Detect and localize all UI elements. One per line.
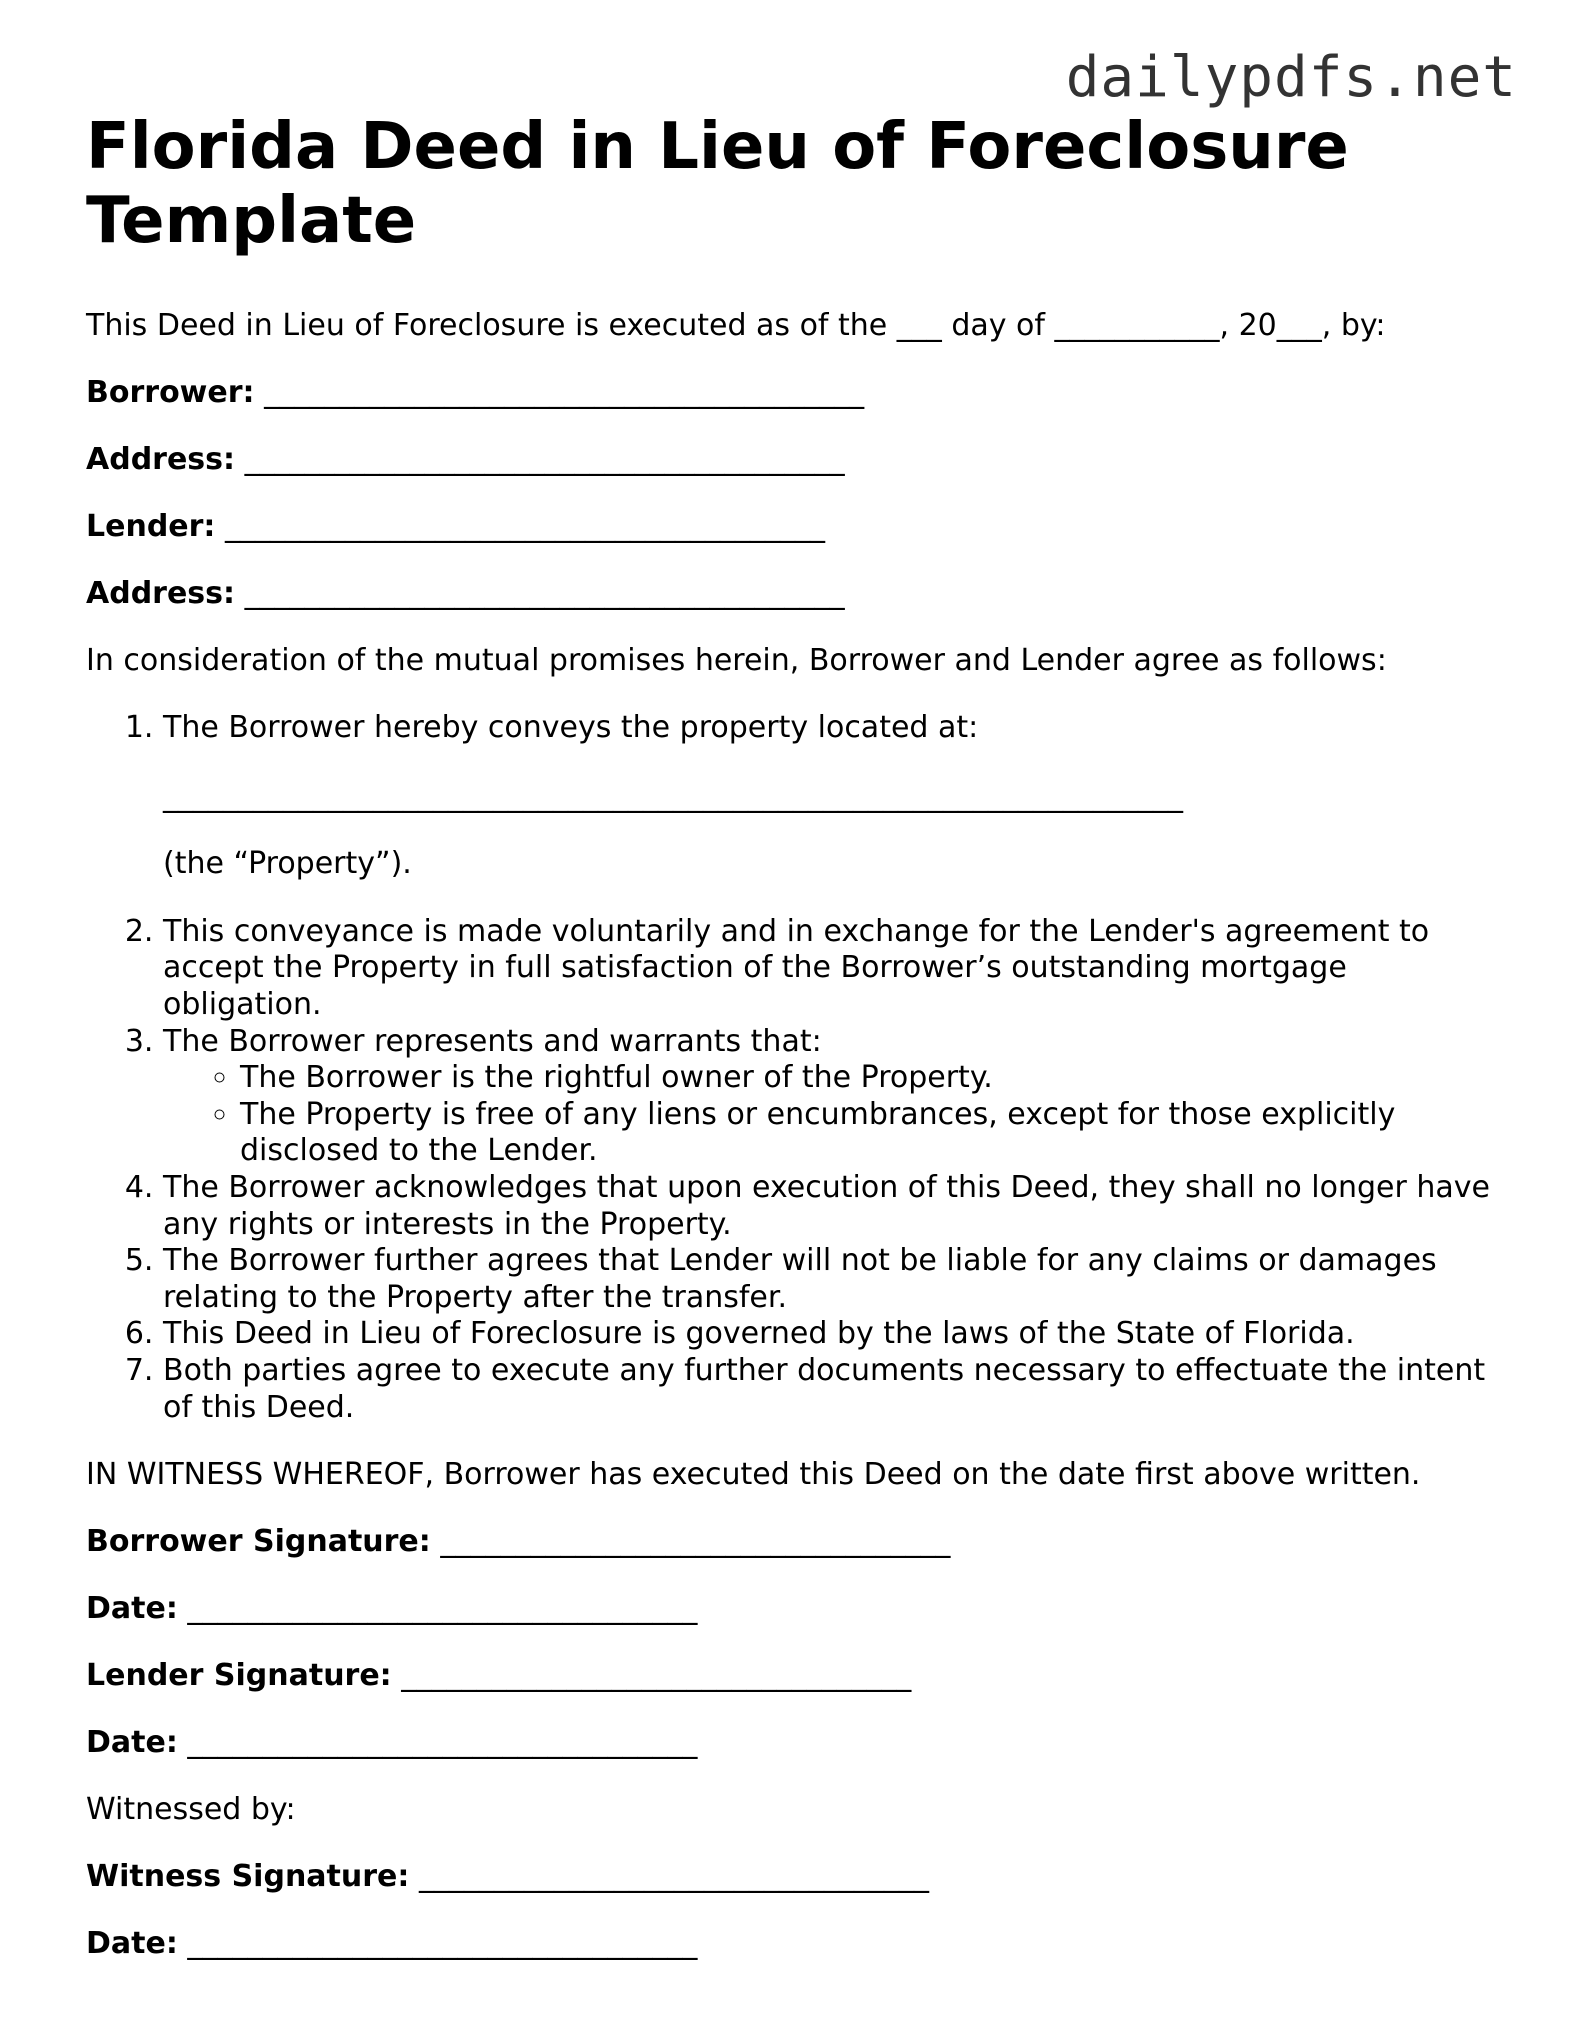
clause-1-text: The Borrower hereby conveys the property located at:	[163, 710, 979, 745]
witness-signature-blank: __________________________________	[418, 1859, 929, 1895]
borrower-signature-blank: __________________________________	[440, 1524, 951, 1560]
witness-statement: IN WITNESS WHEREOF, Borrower has executed this Deed on the date first above written.	[86, 1457, 1421, 1493]
borrower-label: Borrower:	[86, 375, 255, 410]
borrower-address-blank: ________________________________________	[244, 442, 845, 477]
borrower-address-field	[86, 442, 1496, 478]
warranty-item: ◦ The Property is free of any liens or encumbrances, except for those explicitly disclosed to the Lender.	[240, 1097, 1496, 1170]
borrower-signature-label: Borrower Signature:	[86, 1524, 431, 1560]
clause-3-text: The Borrower represents and warrants that:	[163, 1023, 822, 1059]
witness-date-field	[86, 1926, 1496, 1962]
page-title: Florida Deed in Lieu of Foreclosure Template	[86, 110, 1349, 258]
witness-signature-field	[86, 1859, 1496, 1895]
lender-signature-field	[86, 1658, 1496, 1694]
borrower-field	[86, 375, 1496, 411]
lender-address-blank: ________________________________________	[244, 576, 845, 611]
witnessed-by-text: Witnessed by:	[86, 1792, 296, 1828]
warranty-item: ◦ The Borrower is the rightful owner of the Property.	[240, 1060, 1496, 1097]
clause-2: 2. This conveyance is made voluntarily and in exchange for the Lender's agreement to accept the Property in full satisfaction of the Borrower’s outstanding mortgage obligation.	[163, 914, 1496, 1024]
lender-date-blank: __________________________________	[187, 1725, 698, 1761]
document-body	[86, 110, 1496, 1962]
consideration-paragraph: In consideration of the mutual promises herein, Borrower and Lender agree as follows:	[86, 643, 1387, 678]
borrower-date-blank: __________________________________	[187, 1591, 698, 1627]
borrower-blank: ________________________________________	[264, 375, 865, 410]
property-definition: (the “Property”).	[163, 846, 412, 882]
clause-6: 6. This Deed in Lieu of Foreclosure is governed by the laws of the State of Florida.	[163, 1316, 1496, 1353]
lender-date-field	[86, 1725, 1496, 1761]
lender-address-field	[86, 576, 1496, 612]
clause-1	[163, 710, 1496, 883]
borrower-signature-field	[86, 1524, 1496, 1560]
lender-address-label: Address:	[86, 576, 236, 611]
lender-field	[86, 509, 1496, 545]
clause-3	[163, 1024, 1496, 1170]
clause-7: 7. Both parties agree to execute any further documents necessary to effectuate the intent of this Deed.	[163, 1353, 1496, 1426]
clauses-list	[86, 710, 1496, 1426]
witness-date-blank: __________________________________	[187, 1926, 698, 1962]
clause-4: 4. The Borrower acknowledges that upon execution of this Deed, they shall no longer have any rights or interests in the Property.	[163, 1170, 1496, 1243]
lender-signature-blank: __________________________________	[401, 1658, 912, 1694]
borrower-address-label: Address:	[86, 442, 236, 477]
borrower-date-field	[86, 1591, 1496, 1627]
lender-blank: ________________________________________	[224, 509, 825, 544]
lender-label: Lender:	[86, 509, 216, 544]
witness-date-label: Date:	[86, 1926, 178, 1962]
lender-signature-label: Lender Signature:	[86, 1658, 392, 1694]
intro-paragraph: This Deed in Lieu of Foreclosure is executed as of the ___ day of ___________, 20___, by:	[86, 308, 1386, 343]
property-address-blank: ____________________________________________________________________	[163, 778, 1183, 814]
clause-5: 5. The Borrower further agrees that Lender will not be liable for any claims or damages relating to the Property after the transfer.	[163, 1243, 1496, 1316]
watermark-text: dailypdfs.net	[1065, 45, 1517, 110]
witness-signature-label: Witness Signature:	[86, 1859, 410, 1895]
lender-date-label: Date:	[86, 1725, 178, 1761]
warranties-list	[163, 1060, 1496, 1170]
borrower-date-label: Date:	[86, 1591, 178, 1627]
